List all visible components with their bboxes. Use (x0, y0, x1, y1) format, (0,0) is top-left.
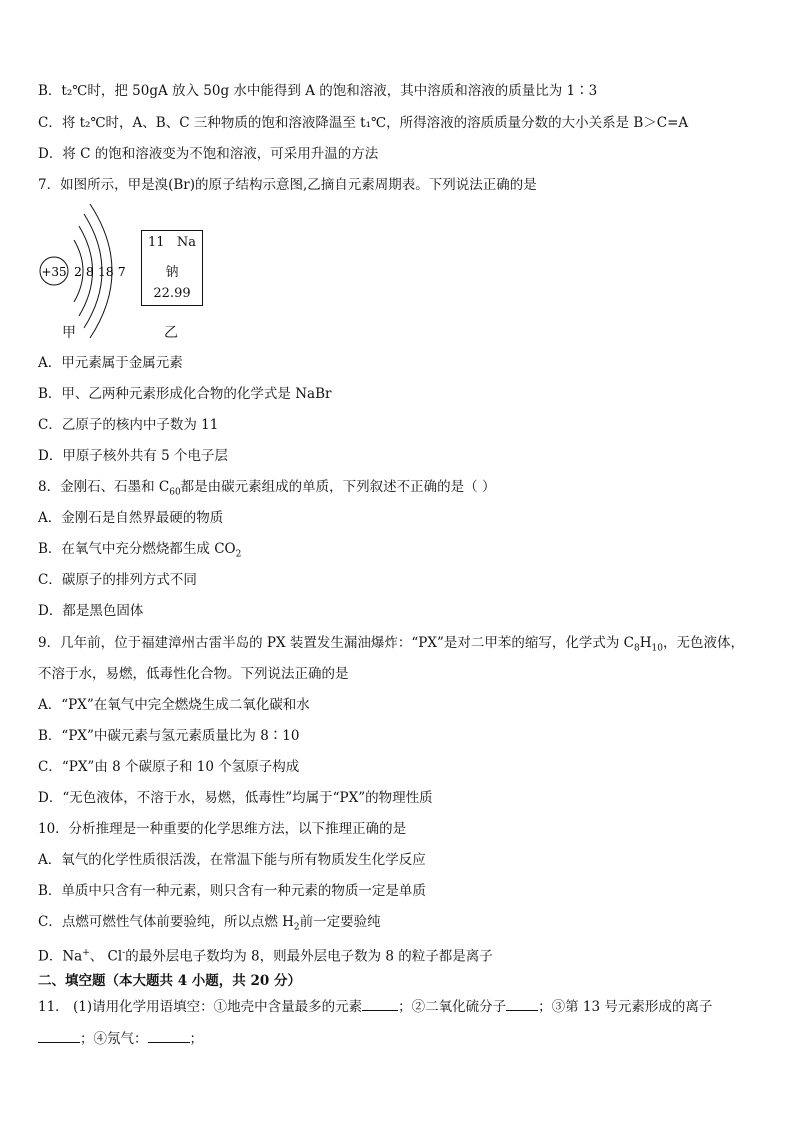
q10-stem: 10．分析推理是一种重要的化学思维方法，以下推理正确的是 (38, 821, 407, 837)
q8-option-a: A．金刚石是自然界最硬的物质 (38, 510, 224, 526)
q7-option-c: C．乙原子的核内中子数为 11 (38, 417, 219, 433)
q9-option-c: C．“PX”由 8 个碳原子和 10 个氢原子构成 (38, 759, 300, 775)
q6-option-c: C．将 t₂℃时，A、B、C 三种物质的饱和溶液降温至 t₁℃，所得溶液的溶质质量分数的大小关系是 B＞C=A (38, 115, 689, 131)
section-heading: 二、填空题（本大题共 4 小题，共 20 分） (38, 973, 301, 989)
bromine-atom-structure-diagram (36, 200, 236, 340)
q11-line2: ；④氖气： ； (38, 1030, 203, 1048)
figure-label-jia: 甲 (62, 325, 76, 341)
q11-line1: 11． (1)请用化学用语填空：①地壳中含量最多的元素 ；②二氧化硫分子 ；③第 13 号元素形成的离子 (38, 999, 713, 1015)
sodium-periodic-table-cell (141, 230, 203, 306)
q9-option-a: A．“PX”在氧气中完全燃烧生成二氧化碳和水 (38, 697, 310, 713)
q9-stem-line1: 9．几年前，位于福建漳州古雷半岛的 PX 装置发生漏油爆炸：“PX”是对二甲苯的缩写，化学式为 $C_8H_{10}$，无色液体， (38, 635, 744, 654)
element-name: 钠 (165, 265, 179, 280)
q8-option-c: C．碳原子的排列方式不同 (38, 572, 197, 588)
q10-option-d: D．Na+、 Cl-的最外层电子数均为 8，则最外层电子数为 8 的粒子都是离子 (38, 948, 493, 965)
q7-stem: 7．如图所示，甲是溴(Br)的原子结构示意图,乙摘自元素周期表。下列说法正确的是 (38, 177, 537, 193)
q10-option-b: B．单质中只含有一种元素，则只含有一种元素的物质一定是单质 (38, 883, 426, 899)
q8-stem: 8．金刚石、石墨和 $C_{60}$都是由碳元素组成的单质，下列叙述不正确的是（ ） (38, 479, 496, 498)
q6-option-d: D．将 C 的饱和溶液变为不饱和溶液，可采用升温的方法 (38, 146, 379, 162)
q9-option-d: D．“无色液体，不溶于水，易燃，低毒性”均属于“PX”的物理性质 (38, 790, 433, 806)
q6-option-b: B．t₂℃时，把 50gA 放入 50g 水中能得到 A 的饱和溶液，其中溶质和溶液的质量比为 1∶3 (38, 83, 598, 99)
q8-option-d: D．都是黑色固体 (38, 603, 144, 619)
answer-blank-1[interactable] (362, 998, 398, 1011)
nucleus-label: +35 (41, 265, 67, 279)
element-symbol: Na (176, 235, 196, 250)
figure-label-yi: 乙 (164, 325, 178, 341)
q10-option-a: A．氧气的化学性质很活泼，在常温下能与所有物质发生化学反应 (38, 852, 426, 868)
answer-blank-3[interactable] (38, 1030, 80, 1043)
electron-shell-counts: 2 8 18 7 (74, 264, 126, 279)
q9-stem-line2: 不溶于水，易燃，低毒性化合物。下列说法正确的是 (38, 666, 349, 682)
answer-blank-2[interactable] (506, 998, 538, 1011)
answer-blank-4[interactable] (148, 1030, 190, 1043)
q10-option-c: C．点燃可燃性气体前要验纯，所以点燃 $H_2$前一定要验纯 (38, 914, 381, 933)
atomic-mass: 22.99 (153, 286, 191, 301)
q7-option-a: A．甲元素属于金属元素 (38, 355, 183, 371)
atomic-number: 11 (148, 235, 165, 250)
q8-option-b: B．在氧气中充分燃烧都生成 $CO_2$ (38, 541, 242, 560)
q7-option-d: D．甲原子核外共有 5 个电子层 (38, 448, 228, 464)
q7-option-b: B．甲、乙两种元素形成化合物的化学式是 NaBr (38, 386, 332, 402)
q9-option-b: B．“PX”中碳元素与氢元素质量比为 8∶10 (38, 728, 300, 744)
